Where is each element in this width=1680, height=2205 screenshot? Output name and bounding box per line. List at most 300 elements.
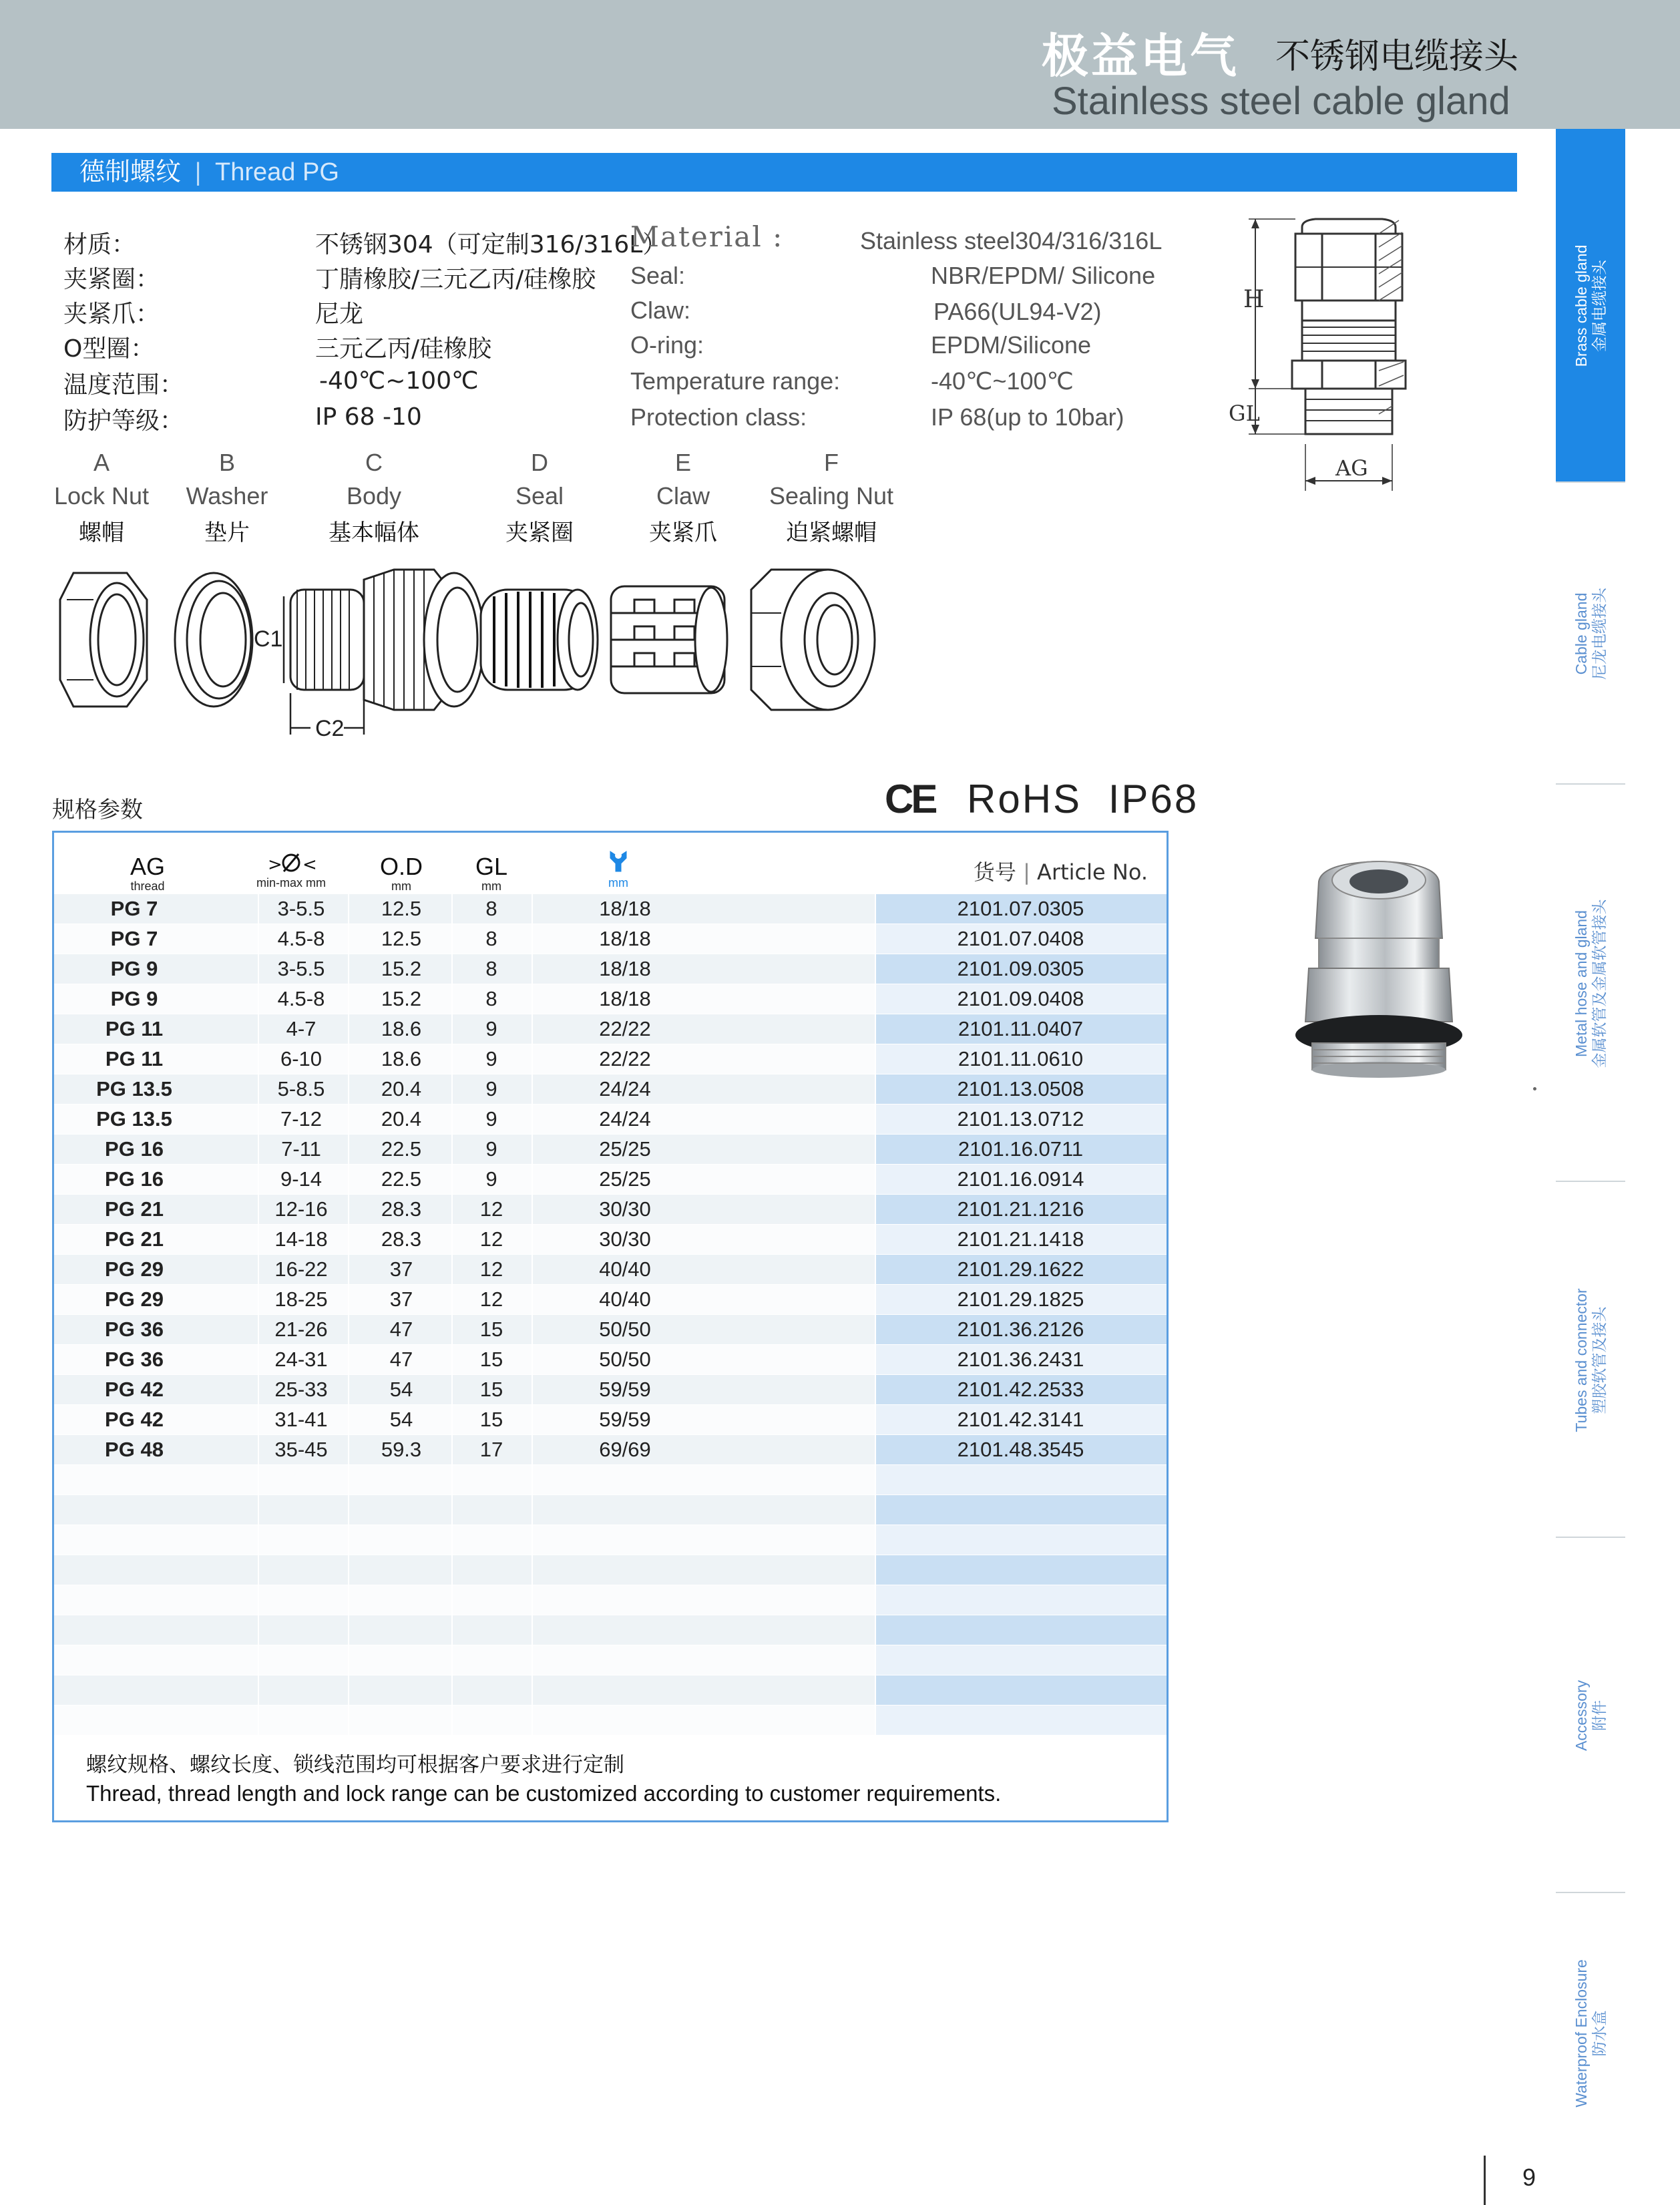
cell-gl xyxy=(461,1615,521,1645)
side-tab-cn: 防水盒 xyxy=(1591,2010,1609,2057)
column-divider xyxy=(451,1435,453,1464)
spec-parameters-title: 规格参数 xyxy=(52,797,143,823)
cell-od xyxy=(355,1465,448,1494)
column-divider xyxy=(348,1315,349,1344)
column-divider xyxy=(348,894,349,924)
side-tab-cn: 尼龙电缆接头 xyxy=(1591,588,1609,680)
spec-cn-label: 夹紧圈： xyxy=(63,266,160,293)
cell-thread: PG 7 xyxy=(110,927,158,950)
cell-od: 12.5 xyxy=(381,927,422,950)
side-tab-text xyxy=(1572,1288,1609,1432)
cell-wrench: 69/69 xyxy=(599,1438,651,1461)
cell-od xyxy=(355,1706,448,1735)
cell-article: 2101.21.1418 xyxy=(957,1227,1084,1251)
cell-thread xyxy=(54,1465,214,1494)
claw-icon xyxy=(611,586,727,693)
cell-gl xyxy=(461,1706,521,1735)
column-divider xyxy=(532,1465,533,1494)
header-article-cn: 货号 xyxy=(973,859,1016,885)
spec-cn-value: IP 68 -10 xyxy=(315,403,422,431)
cell-thread: PG 21 xyxy=(105,1197,164,1221)
cell-thread: PG 36 xyxy=(105,1348,164,1371)
column-divider xyxy=(451,894,453,924)
column-divider xyxy=(348,984,349,1014)
cell-article xyxy=(875,1615,1167,1645)
column-divider xyxy=(348,1345,349,1374)
cell-wrench xyxy=(575,1465,675,1494)
cell-range: 6-10 xyxy=(280,1047,323,1070)
side-tab-metal-hose[interactable] xyxy=(1556,785,1625,1182)
column-divider xyxy=(451,954,453,984)
column-divider xyxy=(532,1074,533,1104)
cell-range xyxy=(254,1675,348,1705)
cell-thread: PG 29 xyxy=(105,1287,164,1311)
column-divider xyxy=(532,1555,533,1585)
column-divider xyxy=(451,1525,453,1555)
h-label: H xyxy=(1243,286,1265,313)
spec-en-label: Temperature range: xyxy=(630,367,841,395)
cell-gl: 9 xyxy=(485,1017,497,1040)
cell-gl: 9 xyxy=(485,1167,497,1191)
table-note-cn: 螺纹规格、螺纹长度、锁线范围均可根据客户要求进行定制 xyxy=(86,1753,624,1777)
column-divider xyxy=(532,1044,533,1074)
cell-gl xyxy=(461,1495,521,1525)
cell-article: 2101.13.0508 xyxy=(957,1077,1084,1100)
cell-wrench: 50/50 xyxy=(599,1318,651,1341)
cell-gl: 8 xyxy=(485,957,497,980)
column-divider xyxy=(532,1435,533,1464)
part-letter: D xyxy=(531,449,548,476)
side-tab-cn: 附件 xyxy=(1591,1700,1609,1731)
cell-range: 3-5.5 xyxy=(277,957,325,980)
cell-range: 9-14 xyxy=(280,1167,323,1191)
cell-article: 2101.42.2533 xyxy=(957,1378,1084,1401)
table-row xyxy=(54,1495,1167,1525)
table-row xyxy=(54,1014,1167,1044)
side-tab-text xyxy=(1572,1959,1609,2108)
column-divider xyxy=(451,1255,453,1284)
cable-diameter-icon xyxy=(268,851,317,875)
column-divider xyxy=(451,1405,453,1434)
table-row xyxy=(54,894,1167,924)
cell-thread: PG 11 xyxy=(105,1047,164,1070)
side-tab-en: Accessory xyxy=(1572,1679,1590,1752)
cell-od: 20.4 xyxy=(381,1107,422,1131)
cell-od: 59.3 xyxy=(381,1438,422,1461)
cell-thread: PG 36 xyxy=(105,1318,164,1341)
side-tab-cable-gland[interactable] xyxy=(1556,483,1625,785)
cell-range xyxy=(254,1465,348,1494)
column-divider xyxy=(348,1225,349,1254)
spec-en-label: Seal: xyxy=(630,262,686,289)
cell-thread: PG 21 xyxy=(105,1227,164,1251)
section-title-cn: 德制螺纹 xyxy=(79,158,182,186)
column-divider xyxy=(532,1615,533,1645)
side-tab-en: Metal hose and gland xyxy=(1572,910,1590,1057)
cell-thread: PG 13.5 xyxy=(96,1107,172,1131)
side-tab-en: Brass cable gland xyxy=(1572,244,1590,367)
column-divider xyxy=(451,1585,453,1615)
cell-thread xyxy=(54,1706,214,1735)
side-tab-cn: 金属软管及金属软管接头 xyxy=(1591,899,1609,1068)
column-divider xyxy=(532,1405,533,1434)
column-divider xyxy=(532,984,533,1014)
column-divider xyxy=(348,954,349,984)
cell-wrench: 18/18 xyxy=(599,957,651,980)
cell-article xyxy=(875,1706,1167,1735)
header-od-label: O.D xyxy=(379,853,423,880)
cell-gl: 12 xyxy=(479,1197,503,1221)
cell-thread xyxy=(54,1585,214,1615)
cell-od: 20.4 xyxy=(381,1077,422,1100)
side-tab-brass-cable-gland[interactable] xyxy=(1556,129,1625,483)
cell-wrench: 18/18 xyxy=(599,927,651,950)
ag-label: AG xyxy=(1335,455,1368,481)
section-header xyxy=(51,153,1517,192)
column-divider xyxy=(451,924,453,954)
gl-label: GL xyxy=(1229,401,1260,426)
header-gl xyxy=(455,853,528,893)
cell-wrench: 30/30 xyxy=(599,1227,651,1251)
cell-range xyxy=(254,1495,348,1525)
column-divider xyxy=(532,924,533,954)
column-divider xyxy=(348,1285,349,1314)
c1-label: C1 xyxy=(254,626,283,652)
cell-wrench xyxy=(575,1495,675,1525)
part-name-en: Lock Nut xyxy=(53,482,150,510)
table-body xyxy=(54,894,1167,1736)
column-divider xyxy=(451,1225,453,1254)
cell-od xyxy=(355,1585,448,1615)
cell-article: 2101.48.3545 xyxy=(957,1438,1084,1461)
cell-thread: PG 11 xyxy=(105,1017,164,1040)
section-separator: | xyxy=(194,158,202,186)
part-name-en: Sealing Nut xyxy=(769,482,894,510)
cell-wrench xyxy=(575,1645,675,1675)
cell-range xyxy=(254,1706,348,1735)
part-name-cn: 垫片 xyxy=(204,520,250,546)
column-divider xyxy=(348,1435,349,1464)
table-row xyxy=(54,1315,1167,1345)
cell-od: 37 xyxy=(389,1257,413,1281)
page-title-en: Stainless steel cable gland xyxy=(1052,79,1510,123)
column-divider xyxy=(451,1645,453,1675)
column-divider xyxy=(451,1465,453,1494)
c2-label: C2 xyxy=(315,716,345,741)
side-tab-waterproof-enclosure[interactable] xyxy=(1556,1893,1625,2174)
cell-od: 22.5 xyxy=(381,1137,422,1161)
side-tab-text xyxy=(1572,245,1609,367)
column-divider xyxy=(348,1074,349,1104)
part-name-en: Claw xyxy=(656,482,710,510)
spec-cn-label: 材质： xyxy=(63,231,136,258)
table-row xyxy=(54,1675,1167,1706)
cell-thread: PG 13.5 xyxy=(96,1077,172,1100)
cell-od: 47 xyxy=(389,1348,413,1371)
spec-cn-label: 夹紧爪： xyxy=(63,300,160,328)
cell-gl xyxy=(461,1585,521,1615)
column-divider xyxy=(532,1315,533,1344)
cell-article: 2101.11.0407 xyxy=(958,1017,1084,1040)
section-title-en: Thread PG xyxy=(215,158,339,186)
ce-mark: CE xyxy=(885,777,935,821)
column-divider xyxy=(451,984,453,1014)
cell-od: 54 xyxy=(389,1378,413,1401)
side-tab-text xyxy=(1572,1680,1609,1751)
cell-article xyxy=(875,1495,1167,1525)
table-row xyxy=(54,1285,1167,1315)
washer-icon xyxy=(175,573,252,707)
column-divider xyxy=(532,1014,533,1044)
spec-en-value: Stainless steel304/316/316L xyxy=(860,227,1163,254)
cell-article: 2101.13.0712 xyxy=(957,1107,1084,1131)
spec-en-value: NBR/EPDM/ Silicone xyxy=(931,262,1156,289)
column-divider xyxy=(348,1105,349,1134)
cell-thread xyxy=(54,1675,214,1705)
column-divider xyxy=(451,1375,453,1404)
column-divider xyxy=(348,924,349,954)
part-seal xyxy=(459,449,620,547)
column-divider xyxy=(451,1135,453,1164)
cell-range: 18-25 xyxy=(274,1287,328,1311)
side-tab-en: Cable gland xyxy=(1572,592,1590,675)
svg-text:<: < xyxy=(302,855,317,875)
cell-wrench xyxy=(575,1615,675,1645)
cell-gl xyxy=(461,1525,521,1555)
column-divider xyxy=(532,1285,533,1314)
cell-range: 4.5-8 xyxy=(277,927,325,950)
column-divider xyxy=(532,1105,533,1134)
column-divider xyxy=(451,1074,453,1104)
header-gl-sub: mm xyxy=(481,879,501,893)
column-divider xyxy=(451,1315,453,1344)
table-row xyxy=(54,1345,1167,1375)
cell-gl xyxy=(461,1555,521,1585)
spec-cn-value: 不锈钢304（可定制316/316L） xyxy=(315,231,667,258)
cell-thread: PG 29 xyxy=(105,1257,164,1281)
column-divider xyxy=(348,1706,349,1735)
table-row xyxy=(54,1135,1167,1165)
part-letter: E xyxy=(674,449,691,476)
cell-article: 2101.07.0408 xyxy=(957,927,1084,950)
cell-od: 18.6 xyxy=(381,1017,422,1040)
cell-gl xyxy=(461,1645,521,1675)
column-divider xyxy=(532,1345,533,1374)
cell-article xyxy=(875,1585,1167,1615)
column-divider xyxy=(532,954,533,984)
column-divider xyxy=(348,1615,349,1645)
cell-gl: 12 xyxy=(479,1257,503,1281)
cell-od xyxy=(355,1555,448,1585)
cell-article: 2101.16.0711 xyxy=(958,1137,1084,1161)
cell-gl: 15 xyxy=(479,1408,503,1431)
cell-gl: 8 xyxy=(485,927,497,950)
cell-wrench xyxy=(575,1675,675,1705)
table-row xyxy=(54,1074,1167,1105)
table-row xyxy=(54,1706,1167,1736)
cell-gl xyxy=(461,1675,521,1705)
cell-od xyxy=(355,1495,448,1525)
cell-range: 25-33 xyxy=(274,1378,328,1401)
part-name-en: Seal xyxy=(515,482,564,510)
cell-od: 12.5 xyxy=(381,897,422,920)
page-title-cn: 不锈钢电缆接头 xyxy=(1275,37,1519,77)
cell-range: 16-22 xyxy=(274,1257,328,1281)
table-header xyxy=(54,833,1167,894)
column-divider xyxy=(451,1706,453,1735)
table-row xyxy=(54,1525,1167,1555)
cell-thread: PG 9 xyxy=(110,957,158,980)
cell-od: 28.3 xyxy=(381,1197,422,1221)
table-row xyxy=(54,1405,1167,1435)
cell-od: 37 xyxy=(389,1287,413,1311)
spec-table xyxy=(52,831,1169,1822)
side-tab-cn: 金属电缆接头 xyxy=(1591,260,1609,352)
svg-text:>: > xyxy=(268,855,282,875)
certifications xyxy=(885,776,1199,822)
cell-range xyxy=(254,1555,348,1585)
column-divider xyxy=(451,1495,453,1525)
column-divider xyxy=(532,1135,533,1164)
table-row xyxy=(54,1615,1167,1645)
column-divider xyxy=(348,1585,349,1615)
cell-gl: 8 xyxy=(485,987,497,1010)
column-divider xyxy=(451,1615,453,1645)
cell-od: 15.2 xyxy=(381,987,422,1010)
table-row xyxy=(54,1255,1167,1285)
cell-range: 35-45 xyxy=(274,1438,328,1461)
cell-wrench: 30/30 xyxy=(599,1197,651,1221)
column-divider xyxy=(532,1585,533,1615)
spec-cn-label: 温度范围： xyxy=(63,371,184,399)
column-divider xyxy=(348,1375,349,1404)
cell-article xyxy=(875,1555,1167,1585)
cell-wrench: 40/40 xyxy=(599,1257,651,1281)
column-divider xyxy=(348,1014,349,1044)
part-letter: F xyxy=(824,449,839,476)
column-divider xyxy=(532,894,533,924)
table-row xyxy=(54,1195,1167,1225)
column-divider xyxy=(451,1165,453,1194)
table-note-en: Thread, thread length and lock range can be customized according to customer requirements. xyxy=(86,1781,1002,1806)
cell-gl: 17 xyxy=(479,1438,503,1461)
column-divider xyxy=(348,1135,349,1164)
header-range-sub: min-max mm xyxy=(256,876,326,889)
cell-od xyxy=(355,1675,448,1705)
sealing-nut-icon xyxy=(751,570,875,710)
column-divider xyxy=(348,1555,349,1585)
table-row xyxy=(54,1465,1167,1495)
column-divider xyxy=(348,1165,349,1194)
part-name-cn: 基本幅体 xyxy=(329,520,419,546)
part-body xyxy=(294,449,454,547)
cell-thread xyxy=(54,1615,214,1645)
product-photo xyxy=(1272,855,1486,1135)
cell-od: 47 xyxy=(389,1318,413,1341)
dimension-drawing xyxy=(1229,214,1489,494)
cell-wrench: 25/25 xyxy=(599,1137,651,1161)
column-divider xyxy=(451,1014,453,1044)
table-row xyxy=(54,1044,1167,1074)
header-article xyxy=(974,855,1148,886)
spec-cn-label: 防护等级： xyxy=(63,407,184,435)
part-claw xyxy=(603,449,763,547)
cell-article: 2101.21.1216 xyxy=(957,1197,1084,1221)
cell-thread: PG 16 xyxy=(105,1137,164,1161)
cell-gl: 9 xyxy=(485,1137,497,1161)
cell-article: 2101.36.2431 xyxy=(957,1348,1084,1371)
cell-range: 14-18 xyxy=(274,1227,328,1251)
side-tab-accessory[interactable] xyxy=(1556,1538,1625,1893)
cell-thread xyxy=(54,1645,214,1675)
column-divider xyxy=(348,1255,349,1284)
cell-wrench xyxy=(575,1585,675,1615)
cell-article: 2101.42.3141 xyxy=(957,1408,1084,1431)
brand-name: 极益电气 xyxy=(1042,29,1239,83)
cell-wrench: 24/24 xyxy=(599,1107,651,1131)
cell-wrench: 24/24 xyxy=(599,1077,651,1100)
cell-article xyxy=(875,1645,1167,1675)
table-row xyxy=(54,1435,1167,1465)
cell-thread: PG 9 xyxy=(110,987,158,1010)
side-tab-tubes-connector[interactable] xyxy=(1556,1182,1625,1538)
cell-article: 2101.09.0305 xyxy=(957,957,1084,980)
table-row xyxy=(54,1585,1167,1615)
header-od-sub: mm xyxy=(391,879,411,893)
cell-gl: 15 xyxy=(479,1378,503,1401)
spec-en-value: PA66(UL94-V2) xyxy=(933,298,1102,325)
cell-gl: 9 xyxy=(485,1107,497,1131)
stray-dot xyxy=(1533,1087,1536,1090)
cell-wrench: 50/50 xyxy=(599,1348,651,1371)
header-wrench xyxy=(588,847,648,890)
column-divider xyxy=(532,1675,533,1705)
spec-en-value: -40℃~100℃ xyxy=(931,367,1074,395)
table-row xyxy=(54,984,1167,1014)
cell-wrench: 59/59 xyxy=(599,1408,651,1431)
header-article-en: Article No. xyxy=(1037,859,1148,885)
cell-thread: PG 42 xyxy=(105,1408,164,1431)
column-divider xyxy=(532,1525,533,1555)
column-divider xyxy=(348,1044,349,1074)
exploded-parts-drawing xyxy=(53,560,895,753)
body-icon xyxy=(290,570,484,710)
cell-od: 15.2 xyxy=(381,957,422,980)
header-ag xyxy=(108,853,188,893)
ip68-mark: IP68 xyxy=(1108,777,1199,821)
cell-wrench xyxy=(575,1525,675,1555)
cell-gl: 8 xyxy=(485,897,497,920)
page-number: 9 xyxy=(1522,2164,1536,2191)
cell-range: 4-7 xyxy=(286,1017,317,1040)
table-row xyxy=(54,924,1167,954)
cell-thread xyxy=(54,1525,214,1555)
spec-en-value: EPDM/Silicone xyxy=(931,331,1092,359)
part-washer xyxy=(147,449,307,547)
spec-cn-value: -40℃~100℃ xyxy=(319,367,479,395)
cell-gl xyxy=(461,1465,521,1494)
table-row xyxy=(54,954,1167,984)
header-od xyxy=(355,853,448,893)
cell-od: 28.3 xyxy=(381,1227,422,1251)
column-divider xyxy=(532,1375,533,1404)
cell-thread: PG 7 xyxy=(110,897,158,920)
spec-en-label: O-ring: xyxy=(630,331,704,359)
cell-wrench: 59/59 xyxy=(599,1378,651,1401)
part-name-en: Body xyxy=(346,482,402,510)
side-tab-en: Tubes and connector xyxy=(1572,1287,1590,1432)
cell-wrench: 40/40 xyxy=(599,1287,651,1311)
